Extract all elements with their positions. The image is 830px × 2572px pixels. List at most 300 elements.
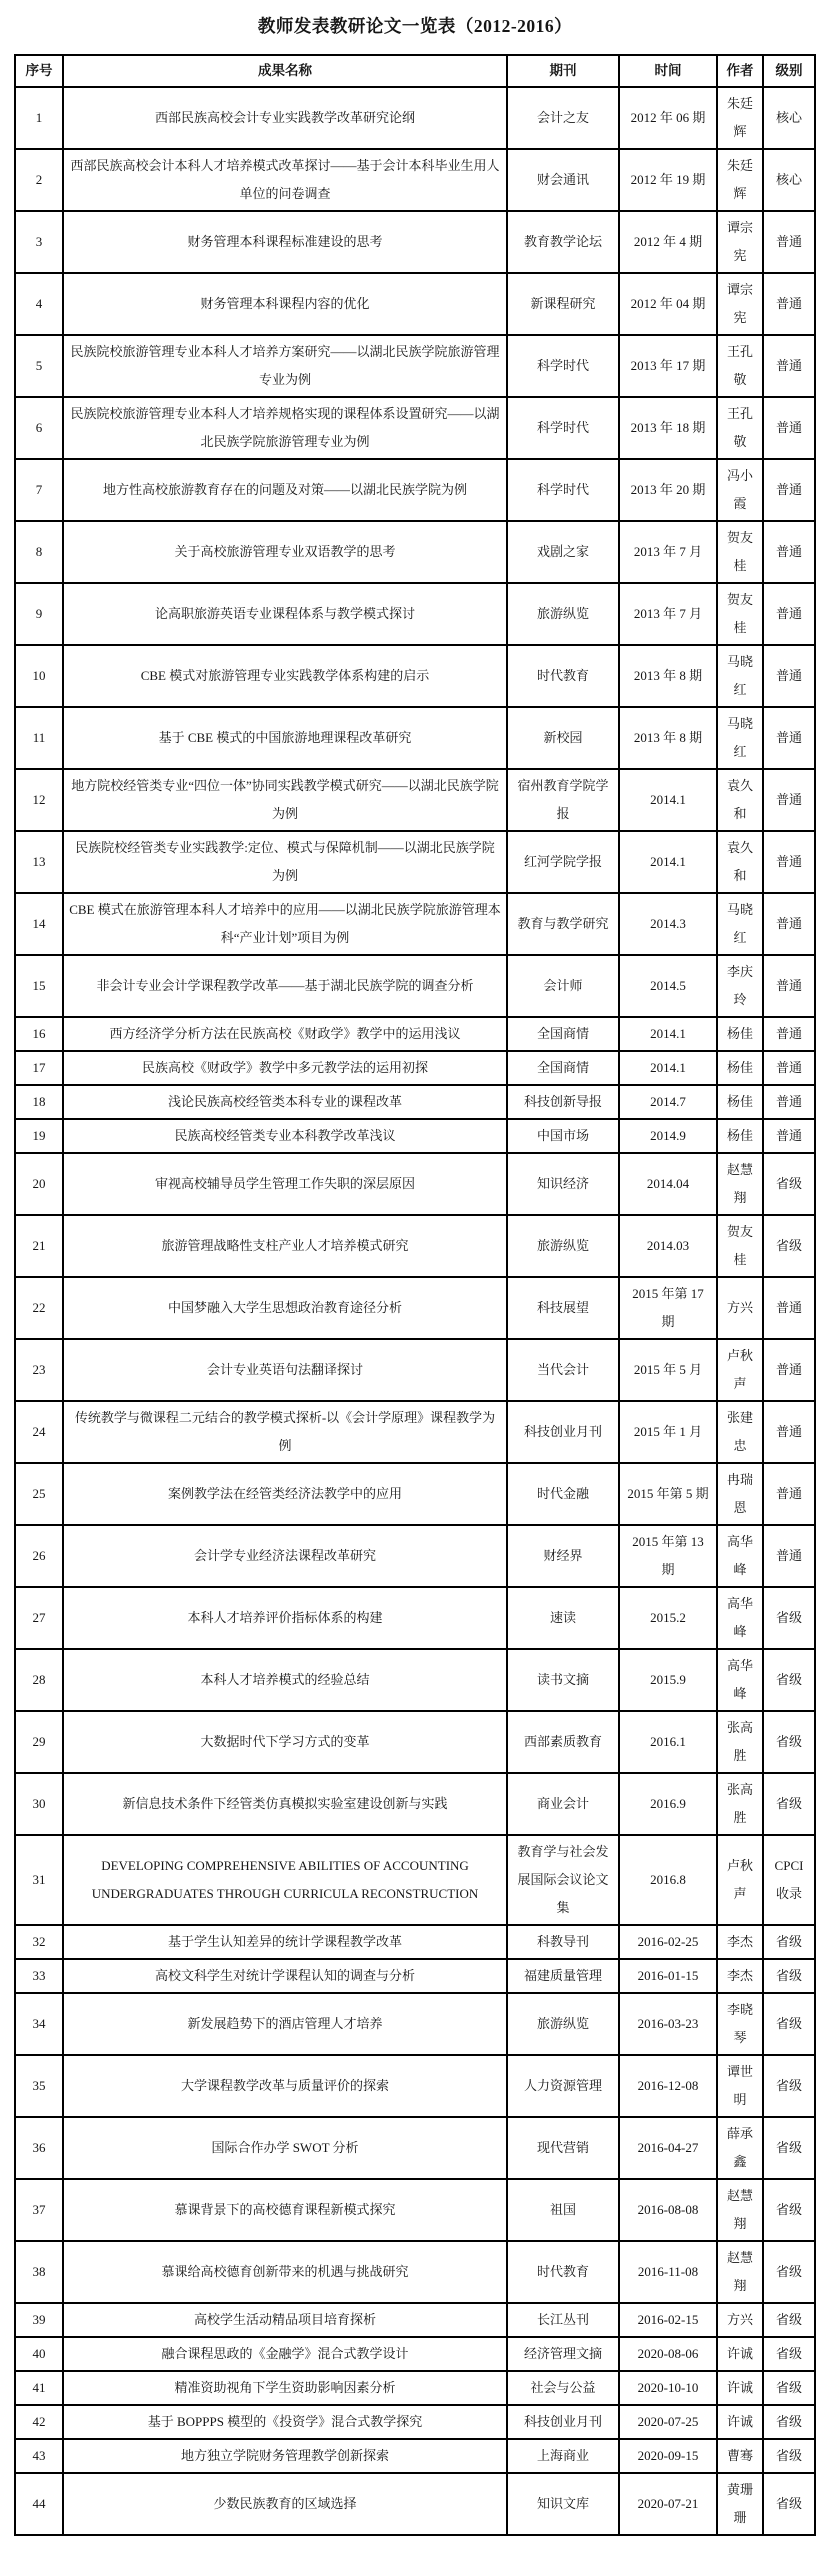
paper-title-cell: 论高职旅游英语专业课程体系与教学模式探讨 [63,583,507,645]
time-cell: 2014.1 [619,1017,717,1051]
journal-cell: 知识经济 [507,1153,619,1215]
journal-cell: 社会与公益 [507,2371,619,2405]
papers-table [14,54,816,2536]
journal-cell: 中国市场 [507,1119,619,1153]
journal-cell: 科学时代 [507,397,619,459]
paper-title-cell: 西部民族高校会计本科人才培养模式改革探讨——基于会计本科毕业生用人单位的问卷调查 [63,149,507,211]
table-row [15,2439,815,2473]
author-cell: 赵慧翔 [717,2179,763,2241]
row-number-cell: 5 [15,335,63,397]
header-time: 时间 [619,55,717,87]
time-cell: 2012 年 04 期 [619,273,717,335]
paper-title-cell: 民族高校《财政学》教学中多元教学法的运用初探 [63,1051,507,1085]
paper-title-cell: 大学课程教学改革与质量评价的探索 [63,2055,507,2117]
journal-cell: 科学时代 [507,335,619,397]
row-number-cell: 27 [15,1587,63,1649]
row-number-cell: 11 [15,707,63,769]
time-cell: 2013 年 7 月 [619,521,717,583]
table-row [15,1339,815,1401]
table-row [15,149,815,211]
author-cell: 袁久和 [717,831,763,893]
level-cell: 核心 [763,87,815,149]
time-cell: 2013 年 8 期 [619,707,717,769]
row-number-cell: 21 [15,1215,63,1277]
time-cell: 2012 年 19 期 [619,149,717,211]
row-number-cell: 44 [15,2473,63,2535]
time-cell: 2016-02-25 [619,1925,717,1959]
journal-cell: 旅游纵览 [507,1993,619,2055]
author-cell: 冉瑞恩 [717,1463,763,1525]
level-cell: 省级 [763,1587,815,1649]
paper-title-cell: 传统教学与微课程二元结合的教学模式探析-以《会计学原理》课程教学为例 [63,1401,507,1463]
journal-cell: 会计之友 [507,87,619,149]
header-journal: 期刊 [507,55,619,87]
row-number-cell: 17 [15,1051,63,1085]
level-cell: 省级 [763,1215,815,1277]
table-row [15,2179,815,2241]
time-cell: 2016-11-08 [619,2241,717,2303]
paper-title-cell: 民族院校经管类专业实践教学:定位、模式与保障机制——以湖北民族学院为例 [63,831,507,893]
header-row-number: 序号 [15,55,63,87]
journal-cell: 科学时代 [507,459,619,521]
paper-title-cell: 财务管理本科课程内容的优化 [63,273,507,335]
author-cell: 杨佳 [717,1017,763,1051]
author-cell: 许诚 [717,2371,763,2405]
level-cell: 省级 [763,2117,815,2179]
journal-cell: 科技创新导报 [507,1085,619,1119]
journal-cell: 当代会计 [507,1339,619,1401]
table-row [15,2055,815,2117]
table-row [15,831,815,893]
author-cell: 王孔敬 [717,335,763,397]
author-cell: 王孔敬 [717,397,763,459]
row-number-cell: 2 [15,149,63,211]
paper-title-cell: 国际合作办学 SWOT 分析 [63,2117,507,2179]
table-row [15,1525,815,1587]
paper-title-cell: 地方独立学院财务管理教学创新探索 [63,2439,507,2473]
author-cell: 李庆玲 [717,955,763,1017]
table-row [15,893,815,955]
level-cell: 省级 [763,2055,815,2117]
author-cell: 张建忠 [717,1401,763,1463]
paper-title-cell: 中国梦融入大学生思想政治教育途径分析 [63,1277,507,1339]
level-cell: 省级 [763,2405,815,2439]
journal-cell: 科技展望 [507,1277,619,1339]
table-row [15,211,815,273]
table-row [15,1587,815,1649]
time-cell: 2020-09-15 [619,2439,717,2473]
author-cell: 谭宗宪 [717,273,763,335]
level-cell: 普通 [763,1119,815,1153]
level-cell: 核心 [763,149,815,211]
row-number-cell: 29 [15,1711,63,1773]
time-cell: 2012 年 06 期 [619,87,717,149]
paper-title-cell: 民族高校经管类专业本科教学改革浅议 [63,1119,507,1153]
row-number-cell: 26 [15,1525,63,1587]
row-number-cell: 42 [15,2405,63,2439]
journal-cell: 时代教育 [507,2241,619,2303]
level-cell: 普通 [763,955,815,1017]
row-number-cell: 25 [15,1463,63,1525]
table-row [15,521,815,583]
row-number-cell: 14 [15,893,63,955]
level-cell: 普通 [763,831,815,893]
author-cell: 杨佳 [717,1085,763,1119]
journal-cell: 全国商情 [507,1051,619,1085]
time-cell: 2012 年 4 期 [619,211,717,273]
paper-title-cell: 财务管理本科课程标准建设的思考 [63,211,507,273]
row-number-cell: 41 [15,2371,63,2405]
journal-cell: 红河学院学报 [507,831,619,893]
row-number-cell: 30 [15,1773,63,1835]
time-cell: 2015 年 1 月 [619,1401,717,1463]
level-cell: 普通 [763,707,815,769]
header-author: 作者 [717,55,763,87]
author-cell: 杨佳 [717,1119,763,1153]
row-number-cell: 23 [15,1339,63,1401]
author-cell: 许诚 [717,2405,763,2439]
level-cell: 省级 [763,2241,815,2303]
time-cell: 2014.7 [619,1085,717,1119]
row-number-cell: 7 [15,459,63,521]
paper-title-cell: 高校学生活动精品项目培育探析 [63,2303,507,2337]
table-row [15,1051,815,1085]
time-cell: 2015 年第 17 期 [619,1277,717,1339]
journal-cell: 速读 [507,1587,619,1649]
row-number-cell: 36 [15,2117,63,2179]
journal-cell: 全国商情 [507,1017,619,1051]
paper-title-cell: 慕课背景下的高校德育课程新模式探究 [63,2179,507,2241]
table-row [15,1649,815,1711]
paper-title-cell: 本科人才培养评价指标体系的构建 [63,1587,507,1649]
author-cell: 卢秋声 [717,1835,763,1925]
time-cell: 2016-02-15 [619,2303,717,2337]
time-cell: 2016-04-27 [619,2117,717,2179]
level-cell: 普通 [763,1463,815,1525]
table-row [15,87,815,149]
paper-title-cell: CBE 模式对旅游管理专业实践教学体系构建的启示 [63,645,507,707]
journal-cell: 新校园 [507,707,619,769]
page-title: 教师发表教研论文一览表（2012-2016） [257,16,573,36]
author-cell: 贺友桂 [717,521,763,583]
level-cell: 普通 [763,1085,815,1119]
table-row [15,1277,815,1339]
time-cell: 2016.8 [619,1835,717,1925]
level-cell: 省级 [763,1959,815,1993]
author-cell: 杨佳 [717,1051,763,1085]
paper-title-cell: 审视高校辅导员学生管理工作失职的深层原因 [63,1153,507,1215]
paper-title-cell: 非会计专业会计学课程教学改革——基于湖北民族学院的调查分析 [63,955,507,1017]
author-cell: 贺友桂 [717,583,763,645]
paper-title-cell: 地方院校经管类专业“四位一体”协同实践教学模式研究——以湖北民族学院为例 [63,769,507,831]
level-cell: 普通 [763,769,815,831]
row-number-cell: 28 [15,1649,63,1711]
paper-title-cell: 融合课程思政的《金融学》混合式教学设计 [63,2337,507,2371]
table-row [15,1925,815,1959]
row-number-cell: 31 [15,1835,63,1925]
author-cell: 赵慧翔 [717,2241,763,2303]
paper-title-cell: 新信息技术条件下经管类仿真模拟实验室建设创新与实践 [63,1773,507,1835]
journal-cell: 科技创业月刊 [507,1401,619,1463]
table-row [15,2371,815,2405]
paper-title-cell: 基于学生认知差异的统计学课程教学改革 [63,1925,507,1959]
time-cell: 2013 年 20 期 [619,459,717,521]
time-cell: 2016-08-08 [619,2179,717,2241]
level-cell: 普通 [763,397,815,459]
journal-cell: 新课程研究 [507,273,619,335]
paper-title-cell: 会计学专业经济法课程改革研究 [63,1525,507,1587]
journal-cell: 会计师 [507,955,619,1017]
journal-cell: 戏剧之家 [507,521,619,583]
journal-cell: 旅游纵览 [507,1215,619,1277]
time-cell: 2016.1 [619,1711,717,1773]
author-cell: 高华峰 [717,1587,763,1649]
time-cell: 2020-07-21 [619,2473,717,2535]
journal-cell: 人力资源管理 [507,2055,619,2117]
row-number-cell: 20 [15,1153,63,1215]
journal-cell: 旅游纵览 [507,583,619,645]
table-row [15,2473,815,2535]
row-number-cell: 37 [15,2179,63,2241]
time-cell: 2020-07-25 [619,2405,717,2439]
author-cell: 赵慧翔 [717,1153,763,1215]
time-cell: 2013 年 8 期 [619,645,717,707]
table-row [15,2337,815,2371]
table-row [15,335,815,397]
paper-title-cell: DEVELOPING COMPREHENSIVE ABILITIES OF ACCOUNTING UNDERGRADUATES THROUGH CURRICULA RECONSTRUCTION [63,1835,507,1925]
level-cell: 普通 [763,273,815,335]
journal-cell: 读书文摘 [507,1649,619,1711]
author-cell: 冯小霞 [717,459,763,521]
row-number-cell: 10 [15,645,63,707]
header-level: 级别 [763,55,815,87]
row-number-cell: 15 [15,955,63,1017]
row-number-cell: 9 [15,583,63,645]
row-number-cell: 19 [15,1119,63,1153]
level-cell: 省级 [763,1153,815,1215]
time-cell: 2014.5 [619,955,717,1017]
level-cell: 普通 [763,583,815,645]
author-cell: 方兴 [717,1277,763,1339]
paper-title-cell: 精准资助视角下学生资助影响因素分析 [63,2371,507,2405]
author-cell: 方兴 [717,2303,763,2337]
paper-title-cell: 慕课给高校德育创新带来的机遇与挑战研究 [63,2241,507,2303]
journal-cell: 知识文库 [507,2473,619,2535]
time-cell: 2013 年 7 月 [619,583,717,645]
journal-cell: 财会通讯 [507,149,619,211]
time-cell: 2015 年第 5 期 [619,1463,717,1525]
row-number-cell: 16 [15,1017,63,1051]
table-row [15,2405,815,2439]
level-cell: 省级 [763,1993,815,2055]
time-cell: 2014.1 [619,769,717,831]
row-number-cell: 39 [15,2303,63,2337]
row-number-cell: 1 [15,87,63,149]
row-number-cell: 34 [15,1993,63,2055]
journal-cell: 宿州教育学院学报 [507,769,619,831]
author-cell: 朱廷辉 [717,149,763,211]
table-row [15,955,815,1017]
table-row [15,1017,815,1051]
journal-cell: 西部素质教育 [507,1711,619,1773]
row-number-cell: 38 [15,2241,63,2303]
author-cell: 马晓红 [717,893,763,955]
table-row [15,1711,815,1773]
time-cell: 2015.2 [619,1587,717,1649]
paper-title-cell: 西方经济学分析方法在民族高校《财政学》教学中的运用浅议 [63,1017,507,1051]
paper-title-cell: 新发展趋势下的酒店管理人才培养 [63,1993,507,2055]
time-cell: 2015 年 5 月 [619,1339,717,1401]
level-cell: CPCI收录 [763,1835,815,1925]
level-cell: 普通 [763,211,815,273]
table-row [15,583,815,645]
paper-title-cell: 地方性高校旅游教育存在的问题及对策——以湖北民族学院为例 [63,459,507,521]
paper-title-cell: CBE 模式在旅游管理本科人才培养中的应用——以湖北民族学院旅游管理本科“产业计划”项目为例 [63,893,507,955]
row-number-cell: 43 [15,2439,63,2473]
table-row [15,1959,815,1993]
level-cell: 普通 [763,459,815,521]
table-row [15,2241,815,2303]
journal-cell: 时代教育 [507,645,619,707]
level-cell: 普通 [763,1525,815,1587]
author-cell: 李晓琴 [717,1993,763,2055]
table-row [15,2117,815,2179]
paper-title-cell: 案例教学法在经管类经济法教学中的应用 [63,1463,507,1525]
author-cell: 李杰 [717,1925,763,1959]
table-row [15,1993,815,2055]
table-row [15,1085,815,1119]
table-row [15,1119,815,1153]
author-cell: 薛承鑫 [717,2117,763,2179]
level-cell: 省级 [763,2473,815,2535]
level-cell: 省级 [763,2337,815,2371]
row-number-cell: 32 [15,1925,63,1959]
time-cell: 2016-12-08 [619,2055,717,2117]
author-cell: 谭世明 [717,2055,763,2117]
table-row [15,1835,815,1925]
level-cell: 普通 [763,1017,815,1051]
author-cell: 张高胜 [717,1711,763,1773]
time-cell: 2014.3 [619,893,717,955]
journal-cell: 上海商业 [507,2439,619,2473]
journal-cell: 长江丛刊 [507,2303,619,2337]
table-row [15,1153,815,1215]
level-cell: 省级 [763,2303,815,2337]
table-row [15,1401,815,1463]
paper-title-cell: 民族院校旅游管理专业本科人才培养规格实现的课程体系设置研究——以湖北民族学院旅游管理专业为例 [63,397,507,459]
author-cell: 马晓红 [717,707,763,769]
table-row [15,645,815,707]
row-number-cell: 3 [15,211,63,273]
journal-cell: 教育与教学研究 [507,893,619,955]
row-number-cell: 8 [15,521,63,583]
level-cell: 省级 [763,1773,815,1835]
author-cell: 曹骞 [717,2439,763,2473]
table-row [15,397,815,459]
level-cell: 普通 [763,1401,815,1463]
paper-title-cell: 基于 BOPPPS 模型的《投资学》混合式教学探究 [63,2405,507,2439]
level-cell: 普通 [763,645,815,707]
paper-title-cell: 大数据时代下学习方式的变革 [63,1711,507,1773]
table-row [15,1463,815,1525]
row-number-cell: 4 [15,273,63,335]
journal-cell: 财经界 [507,1525,619,1587]
paper-title-cell: 关于高校旅游管理专业双语教学的思考 [63,521,507,583]
time-cell: 2014.1 [619,831,717,893]
paper-title-cell: 基于 CBE 模式的中国旅游地理课程改革研究 [63,707,507,769]
journal-cell: 科技创业月刊 [507,2405,619,2439]
level-cell: 普通 [763,893,815,955]
author-cell: 贺友桂 [717,1215,763,1277]
time-cell: 2016-03-23 [619,1993,717,2055]
paper-title-cell: 少数民族教育的区域选择 [63,2473,507,2535]
journal-cell: 祖国 [507,2179,619,2241]
author-cell: 高华峰 [717,1525,763,1587]
level-cell: 省级 [763,1649,815,1711]
time-cell: 2020-08-06 [619,2337,717,2371]
author-cell: 张高胜 [717,1773,763,1835]
table-body [15,87,815,2535]
table-row [15,1215,815,1277]
time-cell: 2015.9 [619,1649,717,1711]
table-row [15,1773,815,1835]
row-number-cell: 18 [15,1085,63,1119]
time-cell: 2014.1 [619,1051,717,1085]
paper-title-cell: 西部民族高校会计专业实践教学改革研究论纲 [63,87,507,149]
row-number-cell: 24 [15,1401,63,1463]
row-number-cell: 35 [15,2055,63,2117]
journal-cell: 时代金融 [507,1463,619,1525]
row-number-cell: 33 [15,1959,63,1993]
journal-cell: 经济管理文摘 [507,2337,619,2371]
paper-title-cell: 会计专业英语句法翻译探讨 [63,1339,507,1401]
table-row [15,707,815,769]
journal-cell: 科教导刊 [507,1925,619,1959]
time-cell: 2015 年第 13 期 [619,1525,717,1587]
time-cell: 2014.9 [619,1119,717,1153]
paper-title-cell: 浅论民族高校经管类本科专业的课程改革 [63,1085,507,1119]
level-cell: 普通 [763,1277,815,1339]
row-number-cell: 40 [15,2337,63,2371]
journal-cell: 现代营销 [507,2117,619,2179]
level-cell: 普通 [763,521,815,583]
table-header-row [15,55,815,87]
time-cell: 2016.9 [619,1773,717,1835]
author-cell: 袁久和 [717,769,763,831]
level-cell: 省级 [763,2179,815,2241]
time-cell: 2013 年 18 期 [619,397,717,459]
author-cell: 朱廷辉 [717,87,763,149]
table-row [15,2303,815,2337]
level-cell: 普通 [763,335,815,397]
author-cell: 李杰 [717,1959,763,1993]
row-number-cell: 13 [15,831,63,893]
table-row [15,769,815,831]
time-cell: 2020-10-10 [619,2371,717,2405]
paper-title-cell: 民族院校旅游管理专业本科人才培养方案研究——以湖北民族学院旅游管理专业为例 [63,335,507,397]
author-cell: 黄珊珊 [717,2473,763,2535]
level-cell: 普通 [763,1339,815,1401]
journal-cell: 教育学与社会发展国际会议论文集 [507,1835,619,1925]
level-cell: 省级 [763,1925,815,1959]
table-row [15,273,815,335]
paper-title-cell: 高校文科学生对统计学课程认知的调查与分析 [63,1959,507,1993]
journal-cell: 教育教学论坛 [507,211,619,273]
row-number-cell: 22 [15,1277,63,1339]
level-cell: 普通 [763,1051,815,1085]
row-number-cell: 12 [15,769,63,831]
author-cell: 谭宗宪 [717,211,763,273]
